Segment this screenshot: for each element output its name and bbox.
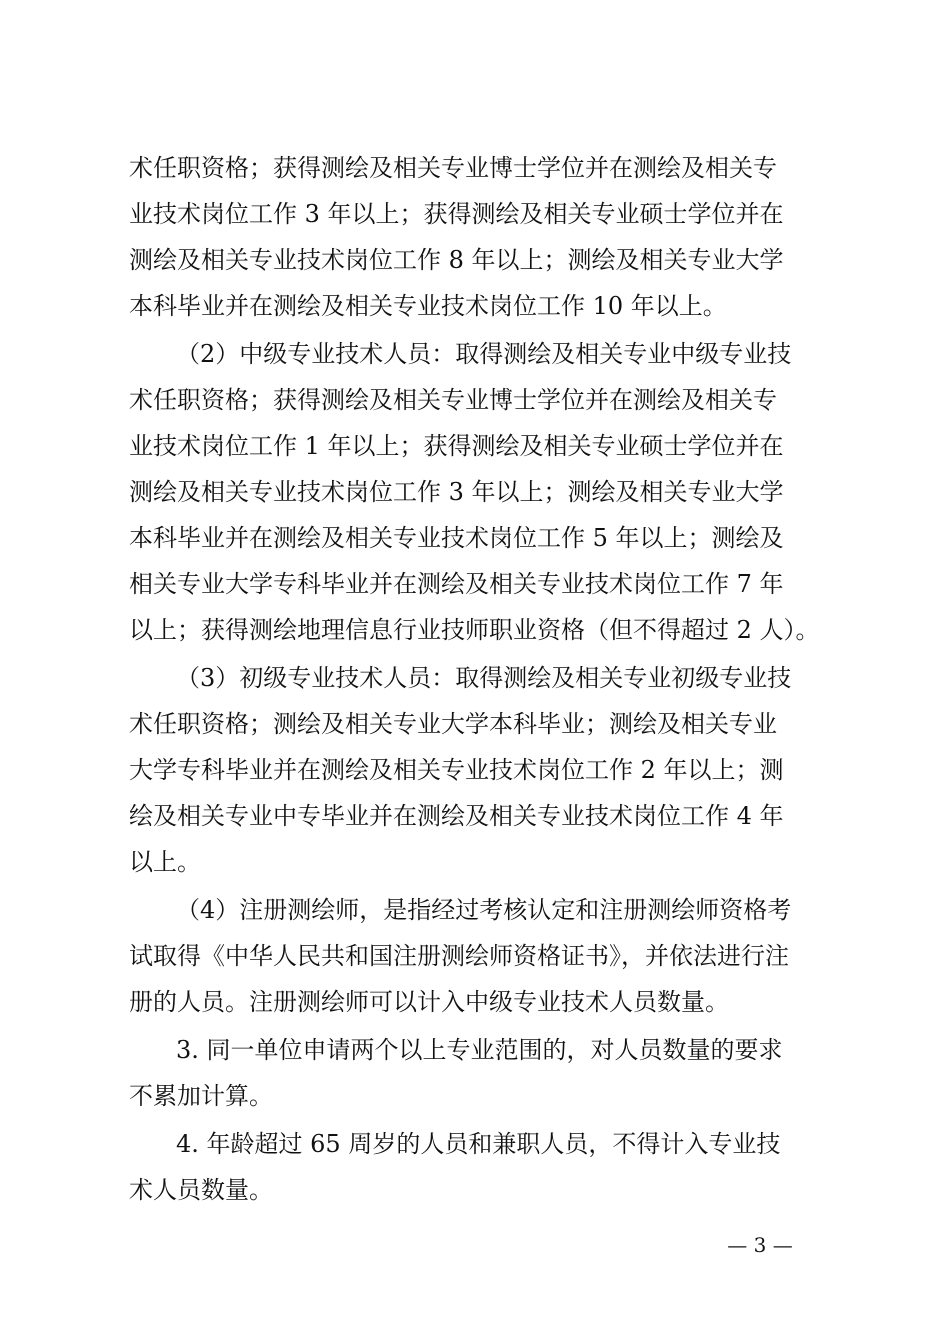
text-line: 4. 年龄超过 65 周岁的人员和兼职人员，不得计入专业技 [176,1130,781,1158]
page-number: — 3 — [727,1233,793,1257]
text-line: 本科毕业并在测绘及相关专业技术岗位工作 10 年以上。 [129,292,727,320]
text-line: 以上；获得测绘地理信息行业技师职业资格（但不得超过 2 人）。 [129,616,820,644]
text-line: 业技术岗位工作 1 年以上；获得测绘及相关专业硕士学位并在 [129,432,784,460]
text-line: 试取得《中华人民共和国注册测绘师资格证书》，并依法进行注 [129,942,789,970]
text-line: 测绘及相关专业技术岗位工作 8 年以上；测绘及相关专业大学 [129,246,784,274]
text-line: 术任职资格；测绘及相关专业大学本科毕业；测绘及相关专业 [129,710,777,738]
text-line: 本科毕业并在测绘及相关专业技术岗位工作 5 年以上；测绘及 [129,524,784,552]
text-line: 3. 同一单位申请两个以上专业范围的，对人员数量的要求 [176,1036,783,1064]
text-line: 术任职资格；获得测绘及相关专业博士学位并在测绘及相关专 [129,386,777,414]
text-line: （4）注册测绘师，是指经过考核认定和注册测绘师资格考 [176,896,792,924]
text-line: （2）中级专业技术人员：取得测绘及相关专业中级专业技 [176,340,792,368]
text-line: 测绘及相关专业技术岗位工作 3 年以上；测绘及相关专业大学 [129,478,784,506]
text-line: 大学专科毕业并在测绘及相关专业技术岗位工作 2 年以上；测 [129,756,784,784]
text-line: 术人员数量。 [129,1176,273,1204]
text-line: 相关专业大学专科毕业并在测绘及相关专业技术岗位工作 7 年 [129,570,784,598]
text-line: 绘及相关专业中专毕业并在测绘及相关专业技术岗位工作 4 年 [129,802,784,830]
text-line: 以上。 [129,848,201,876]
text-line: 术任职资格；获得测绘及相关专业博士学位并在测绘及相关专 [129,154,777,182]
text-line: 业技术岗位工作 3 年以上；获得测绘及相关专业硕士学位并在 [129,200,784,228]
text-line: （3）初级专业技术人员：取得测绘及相关专业初级专业技 [176,664,792,692]
text-line: 册的人员。注册测绘师可以计入中级专业技术人员数量。 [129,988,729,1016]
text-line: 不累加计算。 [129,1082,273,1110]
